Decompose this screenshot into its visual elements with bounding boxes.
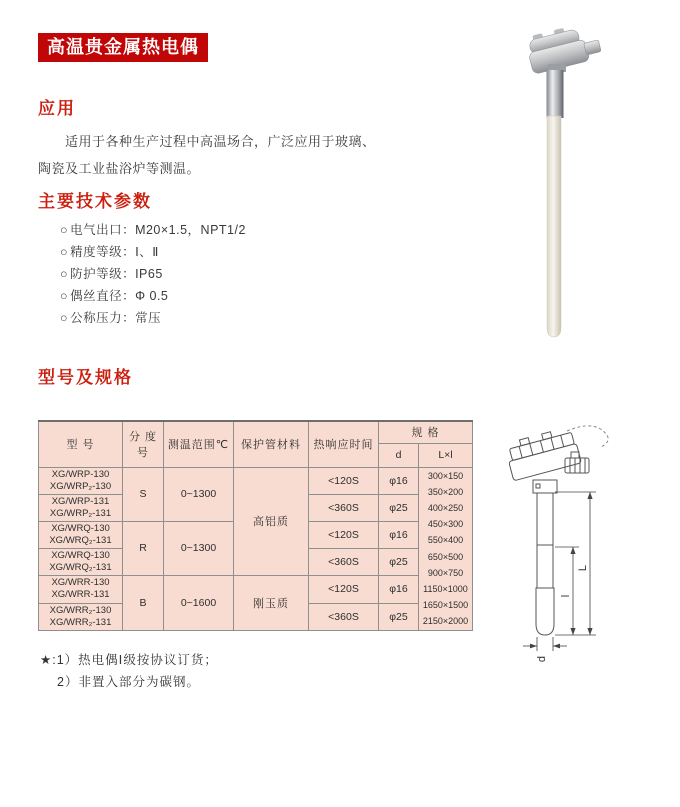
col-header-temp-range: 测温范围℃	[164, 421, 234, 467]
diameter-cell: φ16	[379, 576, 419, 604]
diameter-cell: φ25	[379, 494, 419, 521]
col-header-lxl: L×l	[419, 443, 473, 467]
size-value: 550×400	[427, 535, 464, 546]
col-header-response-time: 热响应时间	[309, 421, 379, 467]
star-icon: ★	[40, 653, 53, 667]
table-row	[39, 576, 473, 604]
model-cell	[39, 549, 123, 576]
parameter-item	[60, 219, 246, 241]
diameter-cell: φ25	[379, 549, 419, 576]
model-code: XG/WRR₂-130	[49, 604, 112, 616]
parameter-text: 公称压力：常压	[70, 311, 162, 325]
product-photo	[500, 20, 620, 345]
response-cell: <360S	[309, 494, 379, 521]
response-cell: <360S	[309, 549, 379, 576]
col-header-model: 型 号	[39, 421, 123, 467]
circle-bullet-icon: ○	[60, 311, 69, 325]
model-code: XG/WRR-130	[51, 577, 110, 589]
parameter-text: 偶丝直径：Φ 0.5	[70, 289, 169, 303]
response-cell: <360S	[309, 603, 379, 630]
model-code: XG/WRQ₂-131	[49, 534, 112, 546]
circle-bullet-icon: ○	[60, 267, 69, 281]
size-value: 350×200	[427, 486, 464, 497]
parameter-text: 电气出口：M20×1.5，NPT1/2	[70, 223, 246, 237]
response-cell: <120S	[309, 576, 379, 604]
graduation-cell: S	[123, 467, 164, 521]
col-header-tube-material: 保护管材料	[234, 421, 309, 467]
size-value: 650×500	[427, 551, 464, 562]
application-line: 陶瓷及工业盐浴炉等测温。	[38, 161, 201, 176]
dim-label-L: L	[577, 564, 589, 572]
size-value: 1650×1500	[422, 600, 469, 611]
model-code: XG/WRP-131	[51, 495, 110, 507]
graduation-cell: B	[123, 576, 164, 631]
parameter-text: 防护等级：IP65	[70, 267, 163, 281]
model-code: XG/WRR₂-131	[49, 616, 112, 628]
circle-bullet-icon: ○	[60, 289, 69, 303]
collar-drawing	[533, 480, 557, 493]
cable-gland-drawing	[565, 452, 589, 473]
model-code: XG/WRP₂-131	[49, 507, 112, 519]
model-code: XG/WRR-131	[51, 589, 110, 601]
table-header-row	[39, 421, 473, 443]
application-line: 适用于各种生产过程中高温场合，广泛应用于玻璃、	[65, 134, 376, 149]
dim-label-d: d	[536, 655, 548, 663]
size-value: 450×300	[427, 519, 464, 530]
model-code: XG/WRP-130	[51, 468, 110, 480]
size-value: 2150×2000	[422, 616, 469, 627]
diameter-cell: φ16	[379, 521, 419, 549]
model-cell	[39, 467, 123, 494]
size-value: 900×750	[427, 567, 464, 578]
material-cell: 高铝质	[234, 467, 309, 576]
graduation-cell: R	[123, 521, 164, 576]
model-cell	[39, 603, 123, 630]
model-code: XG/WRQ-130	[51, 522, 110, 534]
connection-head-photo	[525, 20, 603, 74]
circle-bullet-icon: ○	[60, 245, 69, 259]
note-text: :1）热电偶Ⅰ级按协议订货；	[52, 653, 218, 667]
spec-table	[38, 420, 473, 631]
section-heading-parameters: 主要技术参数	[38, 192, 152, 211]
col-header-spec-group: 规 格	[379, 421, 473, 443]
circle-bullet-icon: ○	[60, 223, 69, 237]
section-heading-models: 型号及规格	[38, 368, 133, 387]
note-line	[40, 671, 218, 693]
col-header-d: d	[379, 443, 419, 467]
dimension-diagram	[495, 418, 675, 668]
parameter-item	[60, 285, 246, 307]
parameter-list	[60, 219, 246, 329]
note-line	[40, 649, 218, 671]
temp-range-cell: 0~1300	[164, 521, 234, 576]
parameter-text: 精度等级：Ⅰ、Ⅱ	[70, 245, 159, 259]
dim-label-l: l	[560, 594, 572, 598]
model-cell	[39, 576, 123, 604]
model-code: XG/WRQ-130	[51, 550, 110, 562]
table-row	[39, 467, 473, 494]
model-cell	[39, 494, 123, 521]
response-cell: <120S	[309, 467, 379, 494]
note-text: 2）非置入部分为碳钢。	[57, 675, 200, 689]
parameter-item	[60, 307, 246, 329]
model-code: XG/WRQ₂-131	[49, 562, 112, 574]
diameter-cell: φ16	[379, 467, 419, 494]
footnotes	[40, 649, 218, 693]
material-cell: 刚玉质	[234, 576, 309, 631]
parameter-item	[60, 263, 246, 285]
ceramic-tube-photo	[547, 116, 561, 337]
model-code: XG/WRP₂-130	[49, 480, 112, 492]
diameter-cell: φ25	[379, 603, 419, 630]
temp-range-cell: 0~1300	[164, 467, 234, 521]
response-cell: <120S	[309, 521, 379, 549]
metal-tube-photo	[547, 70, 564, 118]
sizes-cell	[419, 467, 473, 630]
page-title: 高温贵金属热电偶	[38, 33, 208, 62]
section-heading-application: 应用	[38, 99, 76, 118]
temp-range-cell: 0~1600	[164, 576, 234, 631]
size-value: 300×150	[427, 470, 464, 481]
application-paragraph	[38, 128, 388, 182]
parameter-item	[60, 241, 246, 263]
protection-tube-drawing	[536, 493, 554, 635]
col-header-graduation: 分 度 号	[123, 421, 164, 467]
size-value: 400×250	[427, 502, 464, 513]
model-cell	[39, 521, 123, 549]
size-value: 1150×1000	[423, 583, 468, 594]
